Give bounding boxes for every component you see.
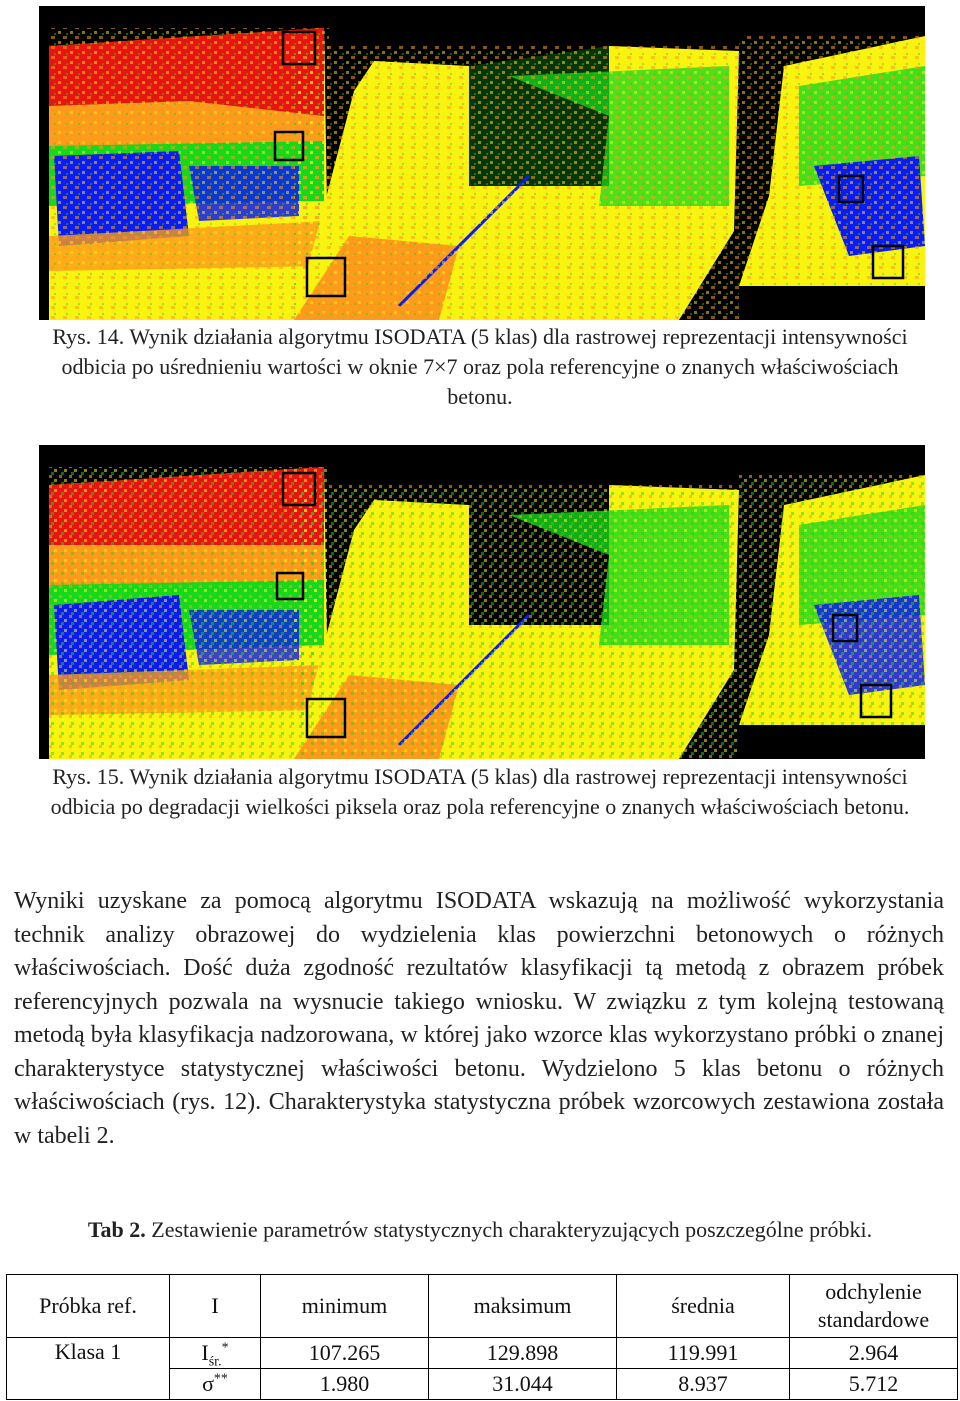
classification-map <box>39 445 925 759</box>
table-caption <box>40 1215 920 1245</box>
symbol-sup: * <box>221 1340 229 1356</box>
table-title: Zestawienie parametrów statystycznych charakteryzujących poszczególne próbki. <box>151 1217 873 1242</box>
header-cell: średnia <box>617 1275 790 1338</box>
value-cell: 8.937 <box>617 1369 790 1400</box>
body-paragraph <box>14 885 944 1153</box>
value-cell: 31.044 <box>429 1369 617 1400</box>
symbol-sup: ** <box>213 1371 228 1387</box>
header-cell: I <box>170 1275 261 1338</box>
value-cell: 1.980 <box>261 1369 429 1400</box>
classification-map <box>39 6 925 320</box>
figure-isodata-7x7 <box>39 6 925 320</box>
figure-isodata-degraded <box>39 445 925 759</box>
symbol-cell <box>170 1369 261 1400</box>
value-cell: 129.898 <box>429 1338 617 1369</box>
table-row <box>7 1338 958 1369</box>
figure-caption: Rys. 14. Wynik działania algorytmu ISODATA (5 klas) dla rastrowej reprezentacji intensywności odbicia po uśrednieniu wartości w oknie 7×7 oraz pola referencyjne o znanych właściwościach betonu. <box>52 324 908 409</box>
value-cell: 2.964 <box>790 1338 958 1369</box>
header-cell: minimum <box>261 1275 429 1338</box>
table-header-row <box>7 1275 958 1338</box>
class-label: Klasa 1 <box>7 1338 170 1400</box>
symbol-cell <box>170 1338 261 1369</box>
left-parcel <box>49 28 329 320</box>
figure-caption: Rys. 15. Wynik działania algorytmu ISODATA (5 klas) dla rastrowej reprezentacji intensywności odbicia po degradacji wielkości piksela oraz pola referencyjne o znanych właściwościach betonu. <box>50 764 910 819</box>
header-cell: Próbka ref. <box>7 1275 170 1338</box>
symbol: I <box>201 1340 209 1365</box>
middle-parcel <box>294 46 739 320</box>
symbol-sub: śr. <box>208 1354 222 1370</box>
value-cell: 107.265 <box>261 1338 429 1369</box>
paragraph-text: Wyniki uzyskane za pomocą algorytmu ISODATA wskazują na możliwość wykorzystania technik analizy obrazowej do wydzielenia klas powierzchni betonowych o różnych właściwościach. Dość duża zgodność rezultatów klasyfikacji tą metodą z obrazem próbek referencyjnych pozwala na wysnucie takiego wniosku. W związku z tym kolejną testowaną metodą była klasyfikacja nadzorowana, w której jako wzorce klas wykorzystano próbki o znanej charakterystyce statystycznej właściwości betonu. Wydzielono 5 klas betonu o różnych właściwościach (rys. 12). Charakterystyka statystyczna próbek wzorcowych zestawiona została w tabeli 2. <box>14 888 944 1149</box>
symbol: σ <box>202 1371 214 1396</box>
header-cell: maksimum <box>429 1275 617 1338</box>
value-cell: 119.991 <box>617 1338 790 1369</box>
middle-parcel <box>294 485 739 759</box>
right-parcel <box>739 475 925 725</box>
left-parcel <box>49 467 329 759</box>
table-label: Tab 2. <box>87 1217 146 1242</box>
right-parcel <box>739 36 925 286</box>
value-cell: 5.712 <box>790 1369 958 1400</box>
header-cell: odchylenie standardowe <box>790 1275 958 1338</box>
statistics-table <box>6 1274 958 1400</box>
